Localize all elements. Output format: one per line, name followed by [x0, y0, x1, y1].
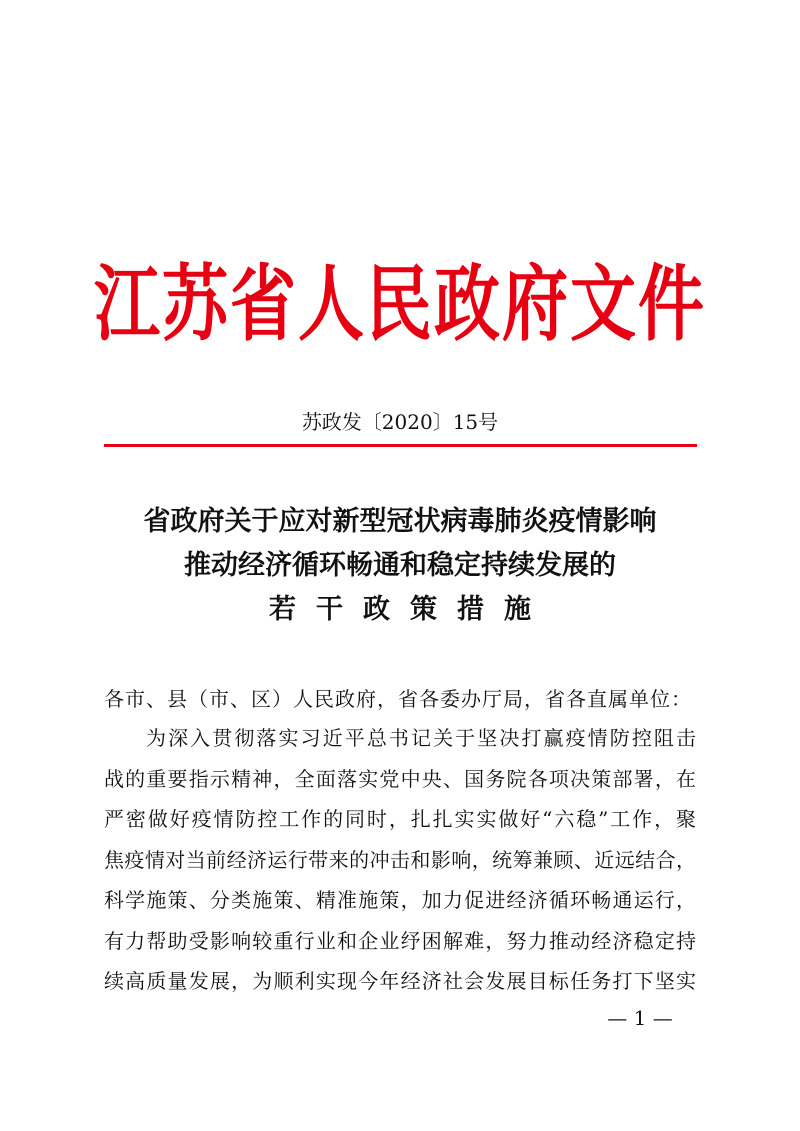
masthead-text: 江苏省人民政府文件: [94, 256, 706, 353]
body-line: 有力帮助受影响较重行业和企业纾困解难，努力推动经济稳定持: [104, 928, 696, 953]
document-title: [0, 500, 800, 632]
body-line: 为深入贯彻落实习近平总书记关于坚决打赢疫情防控阻击: [146, 726, 696, 750]
body-line: 焦疫情对当前经济运行带来的冲击和影响，统筹兼顾、近远结合，: [104, 847, 696, 872]
title-line-2: 推动经济循环畅通和稳定持续发展的: [184, 550, 616, 581]
document-number: 苏政发〔2020〕15号: [301, 410, 499, 434]
body-line: 战的重要指示精神，全面落实党中央、国务院各项决策部署，在: [104, 766, 696, 791]
salutation: 各市、县（市、区）人民政府，省各委办厅局，省各直属单位：: [104, 687, 692, 711]
body-line: 科学施策、分类施策、精准施策，加力促进经济循环畅通运行，: [104, 888, 696, 912]
body-line: 严密做好疫情防控工作的同时，扎扎实实做好“六稳”工作，聚: [104, 807, 696, 831]
body-line: 续高质量发展，为顺利实现今年经济社会发展目标任务打下坚实: [104, 969, 696, 993]
masthead-title: [0, 250, 800, 360]
body-paragraph: [104, 718, 696, 1002]
red-separator-line: [104, 444, 697, 447]
page-number: — 1 —: [607, 1006, 673, 1030]
title-line-3: 若干政策措施: [269, 594, 551, 625]
title-line-1: 省政府关于应对新型冠状病毒肺炎疫情影响: [143, 506, 657, 537]
